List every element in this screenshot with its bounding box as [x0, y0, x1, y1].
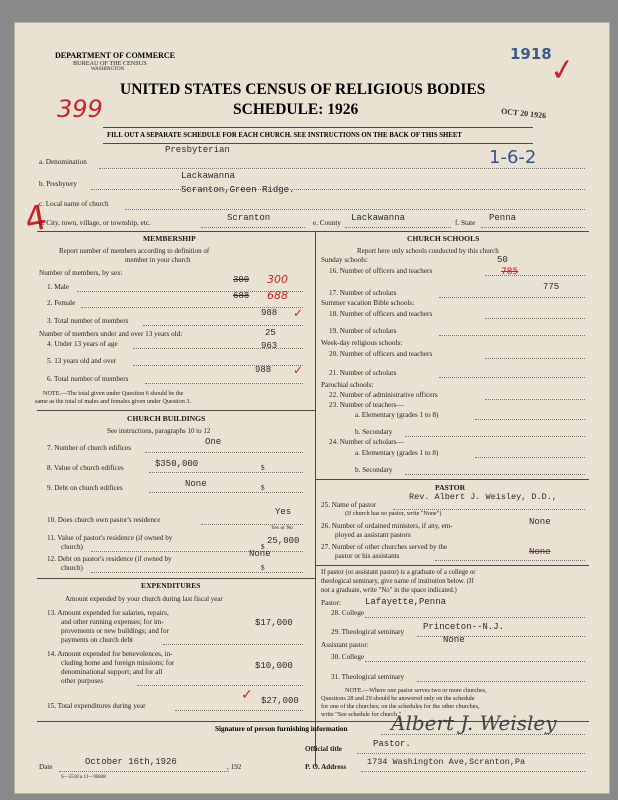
- membership-subtitle-1: Report number of members according to definition of: [59, 247, 210, 255]
- q25-value: Rev. Albert J. Weisley, D.D.,: [409, 492, 557, 502]
- q31-label: 31. Theological seminary: [331, 673, 405, 681]
- q6-value: 988: [255, 365, 272, 375]
- q9-dollar: $: [261, 484, 265, 492]
- presbytery-label: b. Presbytery: [39, 180, 77, 188]
- q25-label: 25. Name of pastor: [321, 501, 377, 509]
- signature: Albert J. Weisley: [391, 711, 557, 735]
- sunday-label: Sunday schools:: [321, 256, 368, 264]
- q9-label: 9. Debt on church edifices: [47, 484, 123, 492]
- q16-struck-value: 785: [501, 267, 519, 277]
- q4-label: 4. Under 13 years of age: [47, 340, 118, 348]
- q12-label-a: 12. Debt on pastor's residence (if owned by: [47, 555, 172, 563]
- q2-hand-value: 688: [267, 289, 288, 302]
- q26-label-b: ployed as assistant pastors: [335, 531, 411, 539]
- q7-value: One: [205, 437, 222, 447]
- q27-label-b: pastor or his assistants: [335, 552, 400, 560]
- vacation-label: Summer vacation Bible schools:: [321, 299, 415, 307]
- fill-instruction: FILL OUT A SEPARATE SCHEDULE FOR EACH CHURCH. SEE INSTRUCTIONS ON THE BACK OF THIS SHEET: [107, 132, 462, 139]
- q4-value: 25: [265, 328, 276, 338]
- q16-value: 50: [497, 255, 508, 265]
- q16-label: 16. Number of officers and teachers: [329, 267, 433, 275]
- schools-subtitle: Report here only schools conducted by this church: [357, 247, 499, 255]
- q17-label: 17. Number of scholars: [329, 289, 397, 297]
- pastor-note-4: write "See schedule for church.": [321, 711, 402, 718]
- q25-note: (If church has no pastor, write "None"): [345, 510, 442, 517]
- buildings-title: CHURCH BUILDINGS: [127, 414, 206, 423]
- graduate-note-3: not a graduate, write "No" in the space indicated.): [321, 587, 457, 594]
- q14-label-b: cluding home and foreign missions; for: [61, 659, 175, 667]
- q7-label: 7. Number of church edifices: [47, 444, 132, 452]
- local-name-label: c. Local name of church: [39, 200, 109, 208]
- membership-subtitle-2: member in your church: [125, 256, 191, 264]
- parochial-label: Parochial schools:: [321, 381, 374, 389]
- by-sex-label: Number of members, by sex:: [39, 269, 123, 277]
- pastor-title: PASTOR: [435, 483, 466, 492]
- q13-label-a: 13. Amount expended for salaries, repairs,: [47, 609, 169, 617]
- q24-label: 24. Number of scholars—: [329, 438, 404, 446]
- official-title-label: Official title: [305, 745, 342, 753]
- state-value: Penna: [489, 213, 517, 223]
- red-check-mark: ✓: [547, 51, 578, 90]
- form-title: UNITED STATES CENSUS OF RELIGIOUS BODIES: [120, 81, 486, 98]
- q29-value: Princeton--N.J.: [423, 622, 505, 632]
- q10-value: Yes: [275, 507, 292, 517]
- county-value: Lackawanna: [351, 213, 406, 223]
- q30-label: 30. College: [331, 653, 365, 661]
- state-label: f. State: [455, 219, 476, 227]
- city-label: d. City, town, village, or township, etc.: [39, 219, 151, 227]
- q27-label-a: 27. Number of other churches served by the: [321, 543, 448, 551]
- q6-check: ✓: [293, 363, 304, 377]
- q3-label: 3. Total number of members: [47, 317, 129, 325]
- county-label: e. County: [313, 219, 341, 227]
- q10-label: 10. Does church own pastor's residence: [47, 516, 161, 524]
- address-value: 1734 Washington Ave,Scranton,Pa: [367, 757, 526, 767]
- q17-value: 775: [543, 282, 560, 292]
- q1-hand-value: 300: [267, 273, 288, 286]
- q13-label-b: and other running expenses; for im-: [61, 618, 164, 626]
- denomination-value: Presbyterian: [165, 145, 230, 155]
- q11-label-b: church): [61, 543, 83, 551]
- q20-label: 20. Number of officers and teachers: [329, 350, 433, 358]
- handwritten-code: 1-6-2: [489, 147, 537, 168]
- q14-value: $10,000: [255, 661, 293, 671]
- q13-label-d: payments on church debt: [61, 636, 134, 644]
- date-label: Date: [39, 763, 53, 771]
- handwritten-number: 399: [57, 95, 103, 123]
- yes-no-note: Yes or No: [271, 525, 294, 531]
- official-title-value: Pastor.: [373, 739, 411, 749]
- date-stamp: OCT 20 1926: [500, 106, 547, 121]
- q24b-label: b. Secondary: [355, 466, 393, 474]
- stamp-number: 1918: [510, 45, 552, 63]
- q14-label-a: 14. Amount expended for benevolences, in-: [47, 650, 173, 658]
- presbytery-value: Lackawanna: [181, 171, 236, 181]
- buildings-subtitle: See instructions, paragraphs 10 to 12: [107, 427, 211, 435]
- q12-value: None: [249, 549, 271, 559]
- q9-value: None: [185, 479, 207, 489]
- assistant-label: Assistant pastor:: [321, 641, 369, 649]
- q23-label: 23. Number of teachers—: [329, 401, 404, 409]
- q2-label: 2. Female: [47, 299, 76, 307]
- q13-label-c: provements or new buildings; and for: [61, 627, 169, 635]
- q2-typed-value: 688: [233, 291, 250, 301]
- q27-value: None: [529, 547, 551, 557]
- q11-label-a: 11. Value of pastor's residence (if owned by: [47, 534, 173, 542]
- expenditures-subtitle: Amount expended by your church during last fiscal year: [65, 595, 223, 603]
- q18-label: 18. Number of officers and teachers: [329, 310, 433, 318]
- form-code: S—5518 a 11—90848: [61, 775, 106, 780]
- date-year-suffix: , 192: [227, 763, 242, 771]
- margin-hand-mark: 4: [21, 197, 50, 241]
- graduate-note-1: If pastor (or assistant pastor) is a graduate of a college or: [321, 569, 476, 576]
- q5-label: 5. 13 years old and over: [47, 357, 117, 365]
- q3-check: ✓: [293, 306, 304, 320]
- expenditures-title: EXPENDITURES: [141, 581, 201, 590]
- q28-label: 28. College: [331, 609, 365, 617]
- q29-label: 29. Theological seminary: [331, 628, 405, 636]
- q12-dollar: $: [261, 564, 265, 572]
- q23b-label: b. Secondary: [355, 428, 393, 436]
- q24a-label: a. Elementary (grades 1 to 8): [355, 449, 439, 457]
- q12-label-b: church): [61, 564, 83, 572]
- q13-value: $17,000: [255, 618, 293, 628]
- q5-value: 963: [261, 341, 278, 351]
- pastor-note-3: for one of the churches; on the schedules for the other churches,: [321, 703, 480, 710]
- q19-label: 19. Number of scholars: [329, 327, 397, 335]
- q1-label: 1. Male: [47, 283, 69, 291]
- q6-label: 6. Total number of members: [47, 375, 129, 383]
- membership-note-1: NOTE.—The total given under Question 6 should be the: [43, 390, 184, 397]
- age-label: Number of members under and over 13 years old:: [39, 330, 183, 338]
- pastor-note-2: Questions 28 and 29 should be answered only on the schedule: [321, 695, 475, 702]
- local-name-value: Scranton,Green Ridge.: [181, 185, 295, 195]
- q23a-label: a. Elementary (grades 1 to 8): [355, 411, 439, 419]
- q15-check: ✓: [241, 687, 253, 703]
- city-label: WASHINGTON: [91, 67, 125, 72]
- bureau-label: BUREAU OF THE CENSUS: [73, 60, 147, 67]
- city-value: Scranton: [227, 213, 271, 223]
- q1-typed-value: 300: [233, 275, 250, 285]
- q21-label: 21. Number of scholars: [329, 369, 397, 377]
- q28-value: Lafayette,Penna: [365, 597, 447, 607]
- q14-label-d: other purposes: [61, 677, 104, 685]
- q22-label: 22. Number of administrative officers: [329, 391, 438, 399]
- weekday-label: Week-day religious schools:: [321, 339, 403, 347]
- q26-value: None: [529, 517, 551, 527]
- q8-value: $350,000: [155, 459, 199, 469]
- q15-label: 15. Total expenditures during year: [47, 702, 146, 710]
- q11-dollar: $: [261, 543, 265, 551]
- q26-label-a: 26. Number of ordained ministers, if any, em-: [321, 522, 453, 530]
- date-value: October 16th,1926: [85, 757, 177, 767]
- census-schedule-form: [14, 22, 610, 794]
- denomination-label: a. Denomination: [39, 158, 87, 166]
- department-label: DEPARTMENT OF COMMERCE: [55, 51, 176, 60]
- q14-label-c: denominational support; and for all: [61, 668, 163, 676]
- membership-title: MEMBERSHIP: [143, 234, 196, 243]
- signature-label: Signature of person furnishing information: [215, 725, 348, 733]
- schools-title: CHURCH SCHOOLS: [407, 234, 480, 243]
- q15-value: $27,000: [261, 696, 299, 706]
- assistant-value: None: [443, 635, 465, 645]
- pastor-sub-label: Pastor:: [321, 599, 341, 607]
- address-label: P. O. Address: [305, 763, 347, 771]
- q3-value: 988: [261, 308, 278, 318]
- q8-label: 8. Value of church edifices: [47, 464, 124, 472]
- schedule-title: SCHEDULE: 1926: [233, 101, 359, 118]
- membership-note-2: same as the total of males and females given under Question 3.: [35, 398, 192, 405]
- pastor-note-1: NOTE.—Where one pastor serves two or more churches,: [345, 687, 487, 694]
- graduate-note-2: theological seminary, give name of institution below. (If: [321, 578, 474, 585]
- q8-dollar: $: [261, 464, 265, 472]
- q11-value: 25,000: [267, 536, 300, 546]
